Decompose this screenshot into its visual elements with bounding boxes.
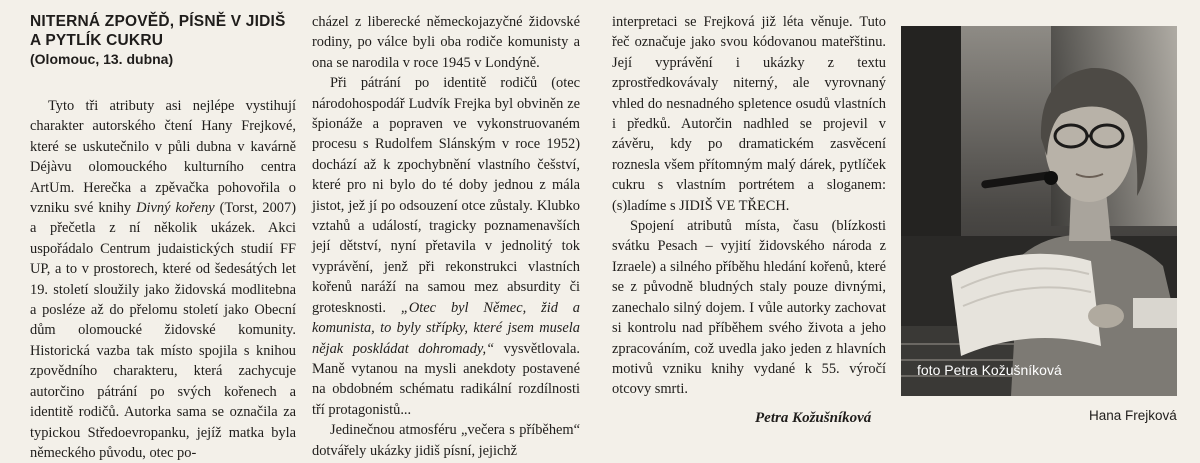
article-column-2 bbox=[312, 12, 580, 461]
column-3-paragraph-2: Spojení atributů místa, času (blízkosti svátku Pesach – vyjití židovského národa z Izraele) a silného příběhu hledání kořenů, které se z původně bludných staly pouze divnými, zanechalo silný dojem. I vůle autorky zachovat si kontrolu nad příběhem svého života a jeho zpracováním, což uvedla jako jeden z hlavních motivů vzniku knihy vydané k 55. výročí otcovy smrti. bbox=[612, 218, 886, 398]
article-title-line-1: NITERNÁ ZPOVĚĎ, PÍSNĚ V JIDIŠ bbox=[30, 13, 286, 30]
article-title-line-2: A PYTLÍK CUKRU bbox=[30, 32, 164, 49]
column-1-text-end: (Torst, 2007) a přečetla z ní několik ukázek. Akci uspořádalo Centrum judaistických studií FF UP, a to v prostorech, které od šedesátých let 19. století sloužily jako židovská modlitebna a posléze až do přelomu století jako Obecní dům olomoucké židovské komunity. Historická vazba tak místo spojila s knihou zpovědního charakteru, která zachycuje autorčino pátrání po svých kořenech a identitě rodičů. Autorka sama se označila za typickou Středoevropanku, jejíž matka byla německého původu, otec po- bbox=[30, 200, 296, 461]
article-column-3 bbox=[612, 12, 886, 400]
column-1-text-start: Tyto tři atributy asi nejlépe vystihují charakter autorského čtení Hany Frejkové, které se uskutečnilo v půli dubna v kavárně Déjàvu olomouckého kulturního centra ArtUm. Herečka a zpěvačka pohovořila o vzniku své knihy bbox=[30, 98, 296, 217]
column-2-paragraph-3: Jedinečnou atmosféru „večera s příběhem“ dotvářely ukázky jidiš písní, jejichž bbox=[312, 422, 580, 459]
column-2-text-start: Při pátrání po identitě rodičů (otec národohospodář Ludvík Frejka byl obviněn ze špionáže a popraven ve vykonstruovaném procesu s Rudolfem Slánským v roce 1952) dochází až k zpochybnění vlastního češství, které pro ni bylo do té doby jednou z mála jistot, jež jí po odsouzení otce zůstaly. Klubko vztahů a událostí, tragicky poznamenavších její dětství, nyní přetavila v jednolitý tok vyprávění, jenž při rekonstrukci vlastních kořenů naráží na samou mez absurdity či grotesknosti. bbox=[312, 75, 580, 316]
photo-caption: Hana Frejková bbox=[1089, 408, 1177, 423]
article-dateline: (Olomouc, 13. dubna) bbox=[30, 51, 174, 67]
article-author: Petra Kožušníková bbox=[755, 410, 872, 426]
photo-illustration bbox=[901, 26, 1177, 396]
author-photo bbox=[901, 26, 1177, 396]
father-quote: „Otec byl Němec, žid a komunista, to byly střípky, které jsem musela nějak poskládat dohromady,“ bbox=[312, 299, 580, 357]
column-2-paragraph-2 bbox=[312, 73, 580, 420]
column-1-paragraph bbox=[30, 96, 296, 463]
column-2-text-end: vysvětlovala. Maně vytanou na mysli anekdoty postavené na obdobném schématu radikální rozdílnosti tří protagonistů... bbox=[312, 340, 580, 418]
book-title: Divný kořeny bbox=[136, 200, 215, 217]
article-column-1 bbox=[30, 12, 296, 463]
column-3-paragraph-1: interpretaci se Frejková již léta věnuje. Tuto řeč označuje jako svou kódovanou mateřštinu. Její vyprávění i ukázky z textu zprostředkovávaly niterný, ale vyrovnaný vhled do nesnadného spletence osudů vlastních i předků. Autorčin nadhled se projevil v závěru, kdy po dramatickém zasvěcení roznesla všem přítomným malý dárek, pytlíček cukru s vlastním portrétem a sloganem: (s)ladíme s JIDIŠ VE TŘECH. bbox=[612, 14, 886, 214]
column-2-paragraph-1: cházel z liberecké německojazyčné židovské rodiny, po válce byli oba rodiče komunisty a ona se narodila v roce 1945 v Londýně. bbox=[312, 14, 580, 71]
photo-credit: foto Petra Kožušníková bbox=[917, 362, 1062, 378]
